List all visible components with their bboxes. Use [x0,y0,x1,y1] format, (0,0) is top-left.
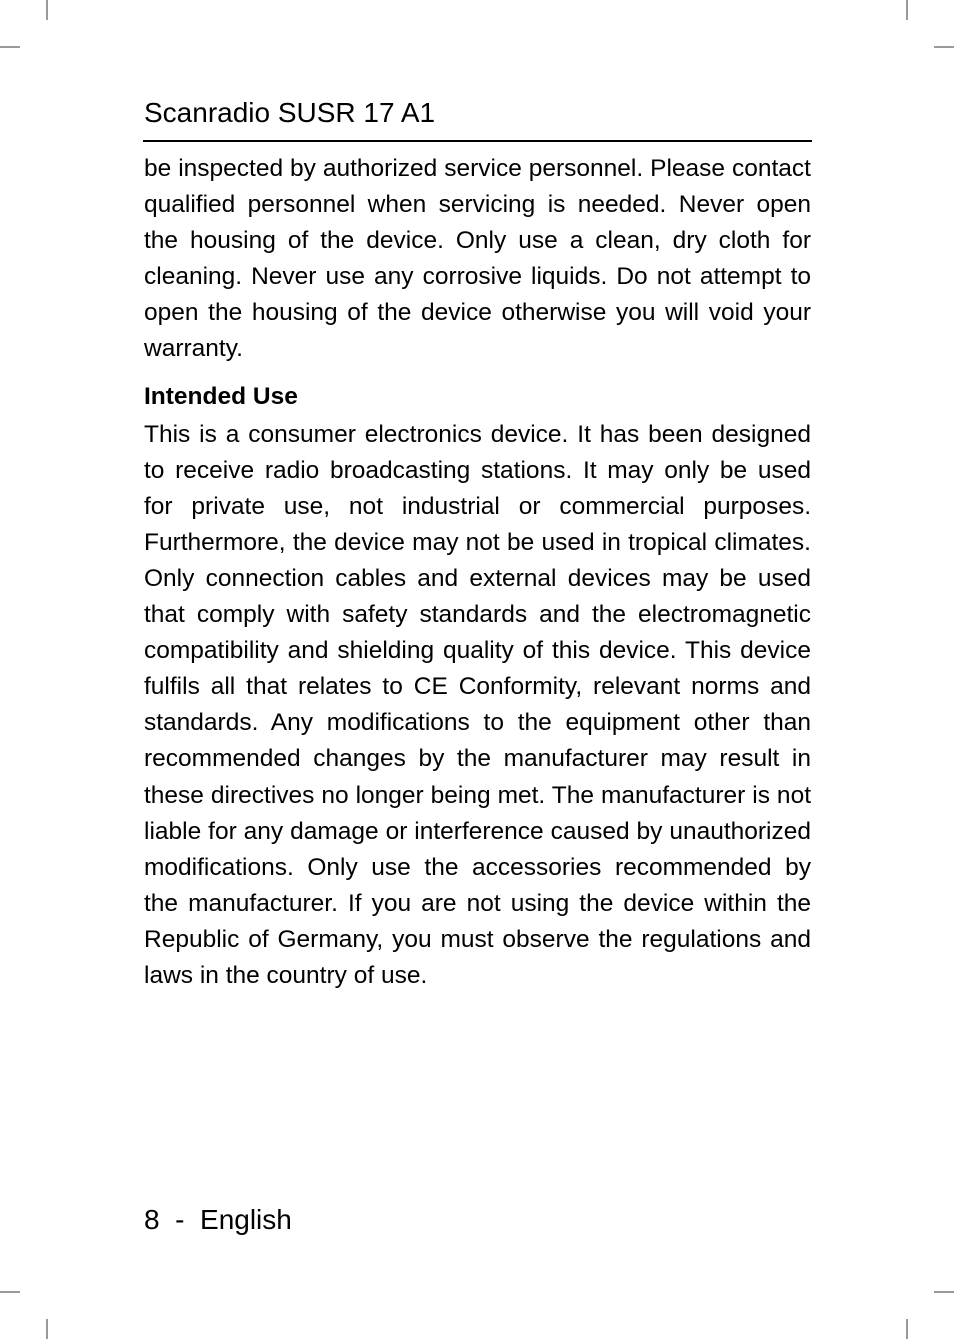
crop-mark-top-right-horizontal [934,46,954,48]
page-footer: 8 - English [144,1204,292,1235]
header-divider [143,140,812,142]
crop-mark-top-left-horizontal [0,46,20,48]
crop-mark-bottom-right-horizontal [934,1291,954,1293]
page-header-title: Scanradio SUSR 17 A1 [144,97,436,128]
crop-mark-bottom-right-vertical [906,1319,908,1339]
crop-mark-top-left-vertical [46,0,48,20]
intro-paragraph: be inspected by authorized service personnel. Please contact qualified personnel when servicing is needed. Never open the housing of the device. Only use a clean, dry cloth for cleaning. Never use any corrosive liquids. Do not attempt to open the housing of the device otherwise you will void your warranty. [144,155,811,363]
crop-mark-bottom-left-horizontal [0,1291,20,1293]
section-paragraph: This is a consumer electronics device. It has been designed to receive radio broadcasting stations. It may only be used for private use, not industrial or commercial purposes. Furthermore, the device may not be used in tropical climates. Only connection cables and external devices may be used that comply with safety standards and the electromagnetic compatibility and shielding quality of this device. This device fulfils all that relates to CE Conformity, relevant norms and standards. Any modifications to the equipment other than recommended changes by the manufacturer may result in these directives no longer being met. The manufacturer is not liable for any damage or interference caused by unauthorized modifications. Only use the accessories recommended by the manufacturer. If you are not using the device within the Republic of Germany, you must observe the regulations and laws in the country of use. [144,420,811,989]
page-content [144,151,811,994]
crop-mark-bottom-left-vertical [46,1319,48,1339]
section-heading: Intended Use [144,382,298,410]
crop-mark-top-right-vertical [906,0,908,20]
